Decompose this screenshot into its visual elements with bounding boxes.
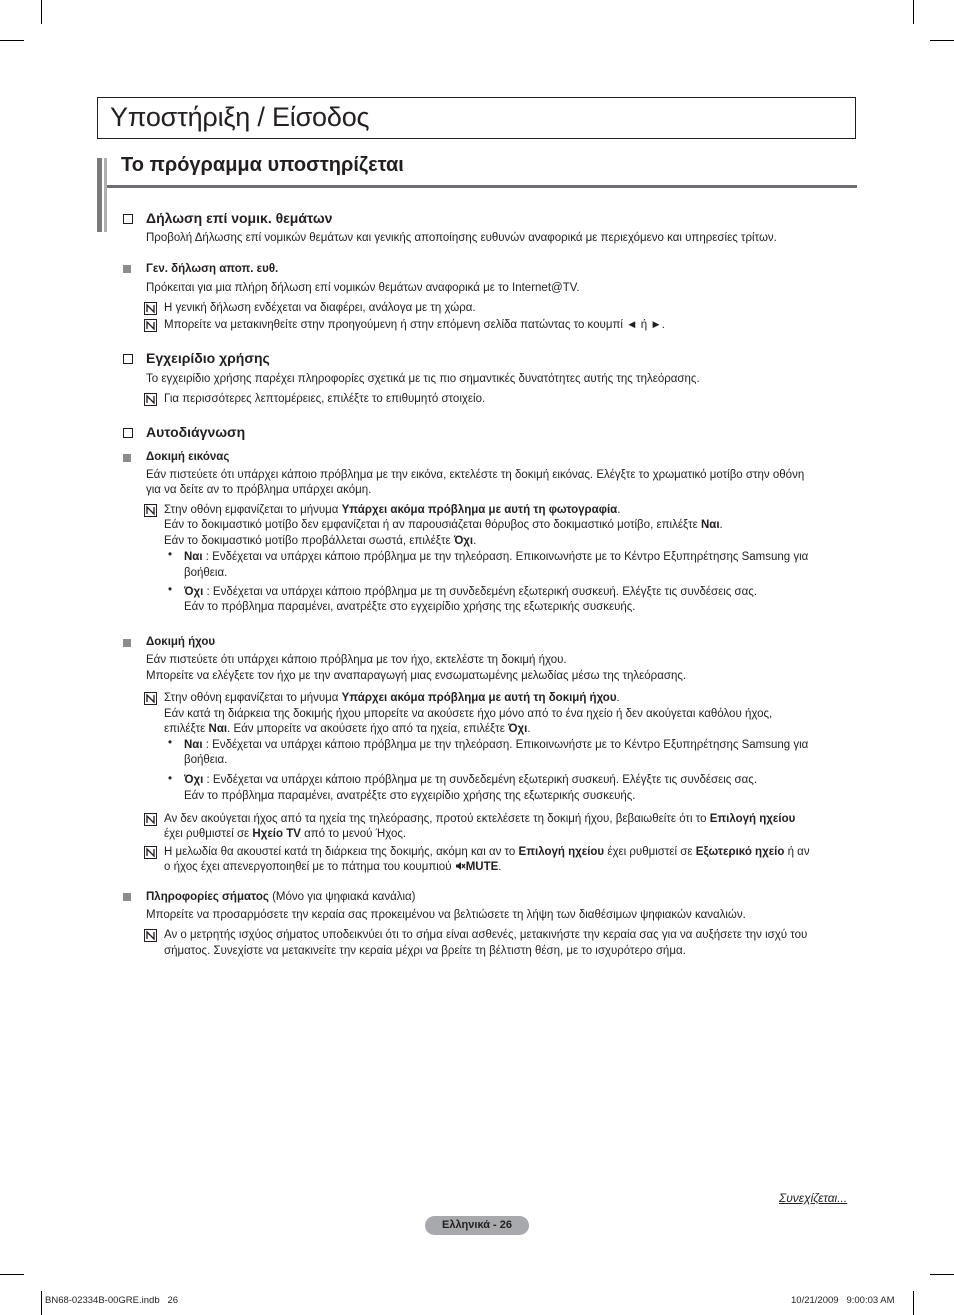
crop-mark <box>0 1274 24 1275</box>
crop-mark <box>0 40 24 41</box>
file-info: BN68-02334B-00GRE.indb 26 <box>45 1295 179 1306</box>
checkbox-bullet-icon <box>123 214 133 224</box>
bullet-dot: • <box>168 737 173 749</box>
manual-note: Για περισσότερες λεπτομέρειες, επιλέξτε το επιθυμητό στοιχείο. <box>164 393 486 405</box>
section-underline <box>107 185 857 188</box>
sound-test-text-1: Εάν πιστεύετε ότι υπάρχει κάποιο πρόβλημα με τον ήχο, εκτελέστε τη δοκιμή ήχου. <box>146 654 567 666</box>
crop-mark <box>913 0 914 24</box>
picture-no-bullet-cont: Εάν το πρόβλημα παραμένει, ανατρέξτε στο εγχειρίδιο χρήσης της εξωτερικής συσκευής. <box>184 601 636 613</box>
sound-no-bullet: Όχι : Ενδέχεται να υπάρχει κάποιο πρόβλημα με τη συνδεδεμένη εξωτερική συσκευή. Ελέγξτε τις συνδέσεις σας. <box>184 774 758 786</box>
picture-note-line-3: Εάν το δοκιμαστικό μοτίβο προβάλλεται σωστά, επιλέξτε Όχι. <box>164 535 477 547</box>
continued-label: Συνεχίζεται... <box>779 1191 848 1205</box>
checkbox-bullet-icon <box>123 428 133 438</box>
signal-note-line-2: σήματος. Συνεχίστε να μετακινείτε την κεραία μέχρι να βρείτε τη βέλτιστη θέση, με το ισχυρότερο σήμα. <box>164 945 686 957</box>
square-bullet-icon <box>123 639 131 647</box>
sound-note-3-line-2: ο ήχος έχει απενεργοποιηθεί με το πάτημα του κουμπιού MUTE. <box>164 861 502 873</box>
picture-yes-bullet: Ναι : Ενδέχεται να υπάρχει κάποιο πρόβλημα με την τηλεόραση. Επικοινωνήστε με το Κέντρο Εξυπηρέτησης Samsung για <box>184 551 809 563</box>
crop-mark <box>41 0 42 24</box>
legal-note-1: Η γενική δήλωση ενδέχεται να διαφέρει, ανάλογα με τη χώρα. <box>164 302 476 314</box>
sound-note-2-line-1: Αν δεν ακούγεται ήχος από τα ηχεία της τηλεόρασης, προτού εκτελέσετε τη δοκιμή ήχου, βεβαιωθείτε ότι το Επιλογή ηχείου <box>164 813 796 825</box>
bullet-dot: • <box>168 549 173 561</box>
sound-test-text-2: Μπορείτε να ελέγξετε τον ήχο με την αναπαραγωγή μιας ενσωματωμένης μελωδίας μέσω της τηλεόρασης. <box>146 670 687 682</box>
diag-heading: Αυτοδιάγνωση <box>146 424 246 440</box>
sound-note-3-line-1: Η μελωδία θα ακουστεί κατά τη διάρκεια της δοκιμής, ακόμη και αν το Επιλογή ηχείου έχει ρυθμιστεί σε Εξωτερικό ηχείο ή αν <box>164 846 810 858</box>
crop-mark <box>930 1274 954 1275</box>
sound-yes-bullet-cont: βοήθεια. <box>184 754 228 766</box>
crop-mark <box>41 1291 42 1315</box>
section-bar <box>97 158 102 232</box>
note-icon <box>144 302 157 315</box>
page-number-badge: Ελληνικά - 26 <box>425 1216 529 1235</box>
note-icon <box>144 813 157 826</box>
crop-mark <box>930 40 954 41</box>
note-icon <box>144 393 157 406</box>
checkbox-bullet-icon <box>123 354 133 364</box>
sound-yes-bullet: Ναι : Ενδέχεται να υπάρχει κάποιο πρόβλημα με την τηλεόραση. Επικοινωνήστε με το Κέντρο Εξυπηρέτησης Samsung για <box>184 739 809 751</box>
picture-note-line-2: Εάν το δοκιμαστικό μοτίβο δεν εμφανίζεται ή αν παρουσιάζεται θόρυβος στο δοκιμαστικό μοτίβο, επιλέξτε Ναι. <box>164 519 723 531</box>
signal-note-line-1: Αν ο μετρητής ισχύος σήματος υποδεικνύει ότι το σήμα είναι ασθενές, μετακινήστε την κεραία σας για να αυξήσετε την ισχύ του <box>164 929 808 941</box>
legal-note-2: Μπορείτε να μετακινηθείτε στην προηγούμενη ή στην επόμενη σελίδα πατώντας το κουμπί ◄ ή ►. <box>164 319 665 331</box>
picture-yes-bullet-cont: βοήθεια. <box>184 567 228 579</box>
signal-text: Μπορείτε να προσαρμόσετε την κεραία σας προκειμένου να βελτιώσετε τη λήψη των διαθέσιμων ψηφιακών καναλιών. <box>146 909 746 921</box>
section-bar-light <box>104 158 107 232</box>
bullet-dot: • <box>168 584 173 596</box>
square-bullet-icon <box>123 265 131 273</box>
mute-icon <box>455 861 466 871</box>
note-icon <box>144 504 157 517</box>
sound-test-heading: Δοκιμή ήχου <box>146 636 216 648</box>
picture-test-heading: Δοκιμή εικόνας <box>146 451 230 463</box>
bullet-dot: • <box>168 773 173 785</box>
sound-note-line-2: Εάν κατά τη διάρκεια της δοκιμής ήχου μπορείτε να ακούσετε ήχο μόνο από το ένα ηχείο ή δεν ακούγεται καθόλου ήχος, <box>164 708 773 720</box>
crop-mark <box>913 1291 914 1315</box>
picture-test-text-1: Εάν πιστεύετε ότι υπάρχει κάποιο πρόβλημα με την εικόνα, εκτελέστε τη δοκιμή εικόνας. Ελέγξτε το χρωματικό μοτίβο στην οθόνη <box>146 469 805 481</box>
sound-no-bullet-cont: Εάν το πρόβλημα παραμένει, ανατρέξτε στο εγχειρίδιο χρήσης της εξωτερικής συσκευής. <box>184 790 636 802</box>
square-bullet-icon <box>123 454 131 462</box>
square-bullet-icon <box>123 893 131 901</box>
sound-note-2-line-2: έχει ρυθμιστεί σε Ηχείο TV από το μενού Ήχος. <box>164 828 407 840</box>
note-icon <box>144 929 157 942</box>
chapter-title: Υποστήριξη / Είσοδος <box>110 102 370 132</box>
legal-text: Προβολή Δήλωσης επί νομικών θεμάτων και γενικής αποποίησης ευθυνών αναφορικά με περιεχόμενο και υπηρεσίες τρίτων. <box>146 232 777 244</box>
note-icon <box>144 319 157 332</box>
signal-heading: Πληροφορίες σήματος (Μόνο για ψηφιακά κανάλια) <box>146 891 416 903</box>
sound-note-line-3: επιλέξτε Ναι. Εάν μπορείτε να ακούσετε ήχο από τα ηχεία, επιλέξτε Όχι. <box>164 723 531 735</box>
legal-sub-text: Πρόκειται για μια πλήρη δήλωση επί νομικών θεμάτων αναφορικά με το Internet@TV. <box>146 282 580 294</box>
note-icon <box>144 846 157 859</box>
picture-note-line-1: Στην οθόνη εμφανίζεται το μήνυμα Υπάρχει ακόμα πρόβλημα με αυτή τη φωτογραφία. <box>164 504 621 516</box>
legal-heading: Δήλωση επί νομικ. θεμάτων <box>146 210 333 226</box>
legal-sub-heading: Γεν. δήλωση αποπ. ευθ. <box>146 263 279 275</box>
picture-test-text-2: για να δείτε αν το πρόβλημα υπάρχει ακόμη. <box>146 484 372 496</box>
manual-text: Το εγχειρίδιο χρήσης παρέχει πληροφορίες σχετικά με τις πιο σημαντικές δυνατότητες αυτής της τηλεόρασης. <box>146 373 700 385</box>
sound-note-line-1: Στην οθόνη εμφανίζεται το μήνυμα Υπάρχει ακόμα πρόβλημα με αυτή τη δοκιμή ήχου. <box>164 692 620 704</box>
chapter-header <box>97 97 856 139</box>
picture-no-bullet: Όχι : Ενδέχεται να υπάρχει κάποιο πρόβλημα με τη συνδεδεμένη εξωτερική συσκευή. Ελέγξτε τις συνδέσεις σας. <box>184 586 758 598</box>
manual-heading: Εγχειρίδιο χρήσης <box>146 350 270 366</box>
note-icon <box>144 692 157 705</box>
timestamp: 10/21/2009 9:00:03 AM <box>791 1295 895 1306</box>
section-title: Το πρόγραμμα υποστηρίζεται <box>121 154 404 176</box>
